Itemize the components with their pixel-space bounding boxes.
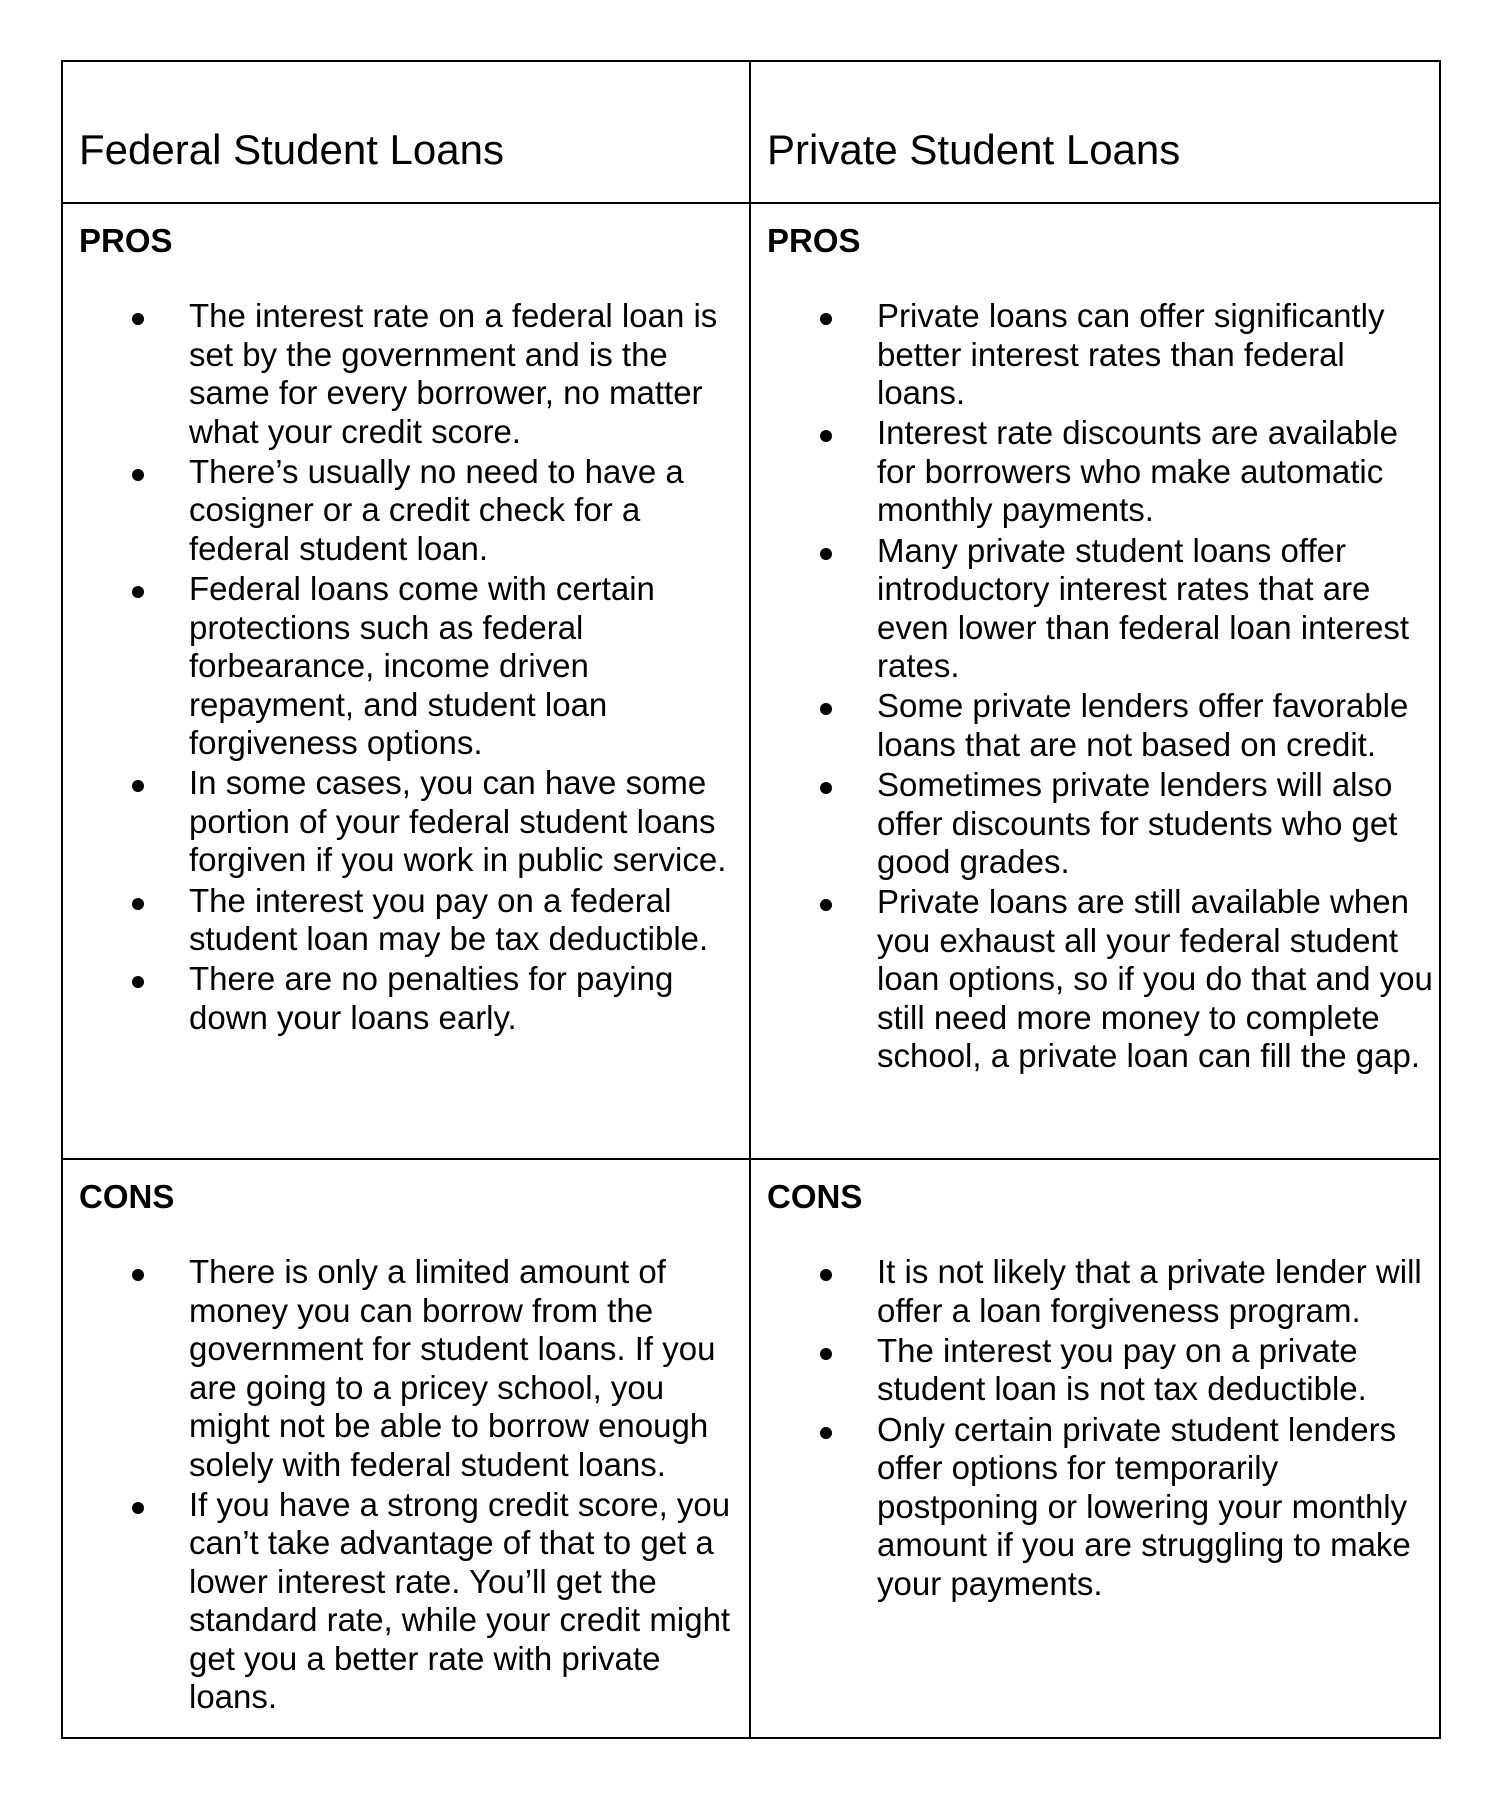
list-item bbox=[751, 1411, 1439, 1604]
federal-heading-cell bbox=[62, 61, 750, 203]
federal-pros-cell bbox=[62, 203, 750, 1159]
list-item bbox=[63, 570, 749, 763]
list-item bbox=[751, 883, 1439, 1076]
bullet-icon bbox=[820, 1348, 832, 1360]
list-item-text: There are no penalties for paying down your loans early. bbox=[189, 960, 674, 1036]
private-cons-list bbox=[751, 1253, 1439, 1603]
list-item-text: Only certain private student lenders offer options for temporarily postponing or lowering your monthly amount if you are struggling to make your payments. bbox=[877, 1410, 1411, 1602]
cons-row bbox=[62, 1159, 1440, 1738]
list-item-text: The interest you pay on a private student loan is not tax deductible. bbox=[877, 1331, 1367, 1408]
bullet-icon bbox=[132, 586, 144, 598]
federal-cons-list bbox=[63, 1253, 749, 1717]
list-item bbox=[751, 766, 1439, 882]
list-item-text: It is not likely that a private lender will offer a loan forgiveness program. bbox=[877, 1253, 1422, 1329]
list-item-text: There is only a limited amount of money you can borrow from the government for student loans. If you are going to a pricey school, you might not be able to borrow enough solely with federal student loans. bbox=[189, 1253, 716, 1483]
private-pros-label: PROS bbox=[767, 222, 861, 259]
bullet-icon bbox=[132, 898, 144, 910]
bullet-icon bbox=[820, 313, 832, 325]
list-item bbox=[63, 297, 749, 451]
list-item-text: Sometimes private lenders will also offer discounts for students who get good grades. bbox=[877, 766, 1398, 881]
bullet-icon bbox=[820, 703, 832, 715]
list-item-text: Interest rate discounts are available for borrowers who make automatic monthly payments. bbox=[877, 414, 1398, 529]
bullet-icon bbox=[820, 1269, 832, 1281]
pros-row bbox=[62, 203, 1440, 1159]
list-item-text: The interest you pay on a federal student loan may be tax deductible. bbox=[189, 881, 709, 958]
list-item-text: Private loans are still available when you exhaust all your federal student loan options, so if you do that and you still need more money to complete school, a private loan can fill the gap. bbox=[877, 883, 1433, 1075]
list-item bbox=[751, 1253, 1439, 1330]
federal-cons-cell bbox=[62, 1159, 750, 1738]
list-item bbox=[63, 960, 749, 1037]
federal-cons-label: CONS bbox=[79, 1178, 175, 1215]
private-pros-cell bbox=[750, 203, 1440, 1159]
list-item bbox=[63, 1253, 749, 1484]
federal-pros-list bbox=[63, 297, 749, 1037]
federal-heading: Federal Student Loans bbox=[79, 126, 504, 173]
list-item bbox=[751, 532, 1439, 686]
private-pros-list bbox=[751, 297, 1439, 1076]
bullet-icon bbox=[820, 548, 832, 560]
list-item-text: If you have a strong credit score, you can’t take advantage of that to get a lower interest rate. You’ll get the standard rate, while your credit might get you a better rate with private loans. bbox=[189, 1485, 731, 1716]
list-item-text: Private loans can offer significantly better interest rates than federal loans. bbox=[877, 297, 1385, 411]
bullet-icon bbox=[132, 1269, 144, 1281]
bullet-icon bbox=[820, 430, 832, 442]
federal-pros-label: PROS bbox=[79, 222, 173, 259]
list-item bbox=[751, 414, 1439, 530]
bullet-icon bbox=[820, 782, 832, 794]
list-item bbox=[751, 297, 1439, 413]
private-heading-cell bbox=[750, 61, 1440, 203]
bullet-icon bbox=[132, 313, 144, 325]
list-item bbox=[63, 764, 749, 880]
list-item-text: Federal loans come with certain protections such as federal forbearance, income driven repayment, and student loan forgiveness options. bbox=[189, 570, 655, 762]
list-item bbox=[751, 687, 1439, 764]
list-item bbox=[63, 453, 749, 569]
private-cons-label: CONS bbox=[767, 1178, 863, 1215]
list-item-text: In some cases, you can have some portion of your federal student loans forgiven if you work in public service. bbox=[189, 764, 727, 879]
bullet-icon bbox=[820, 899, 832, 911]
list-item-text: There’s usually no need to have a cosigner or a credit check for a federal student loan. bbox=[189, 452, 684, 567]
list-item bbox=[751, 1332, 1439, 1409]
list-item-text: The interest rate on a federal loan is set by the government and is the same for every borrower, no matter what your credit score. bbox=[189, 297, 718, 450]
list-item-text: Many private student loans offer introductory interest rates that are even lower than federal loan interest rates. bbox=[877, 531, 1409, 685]
list-item-text: Some private lenders offer favorable loans that are not based on credit. bbox=[877, 687, 1409, 763]
bullet-icon bbox=[132, 469, 144, 481]
header-row bbox=[62, 61, 1440, 203]
loan-comparison-table bbox=[61, 60, 1441, 1739]
bullet-icon bbox=[132, 976, 144, 988]
list-item bbox=[63, 882, 749, 959]
bullet-icon bbox=[132, 780, 144, 792]
bullet-icon bbox=[820, 1427, 832, 1439]
bullet-icon bbox=[132, 1502, 144, 1514]
private-cons-cell bbox=[750, 1159, 1440, 1738]
list-item bbox=[63, 1486, 749, 1717]
private-heading: Private Student Loans bbox=[767, 126, 1181, 173]
